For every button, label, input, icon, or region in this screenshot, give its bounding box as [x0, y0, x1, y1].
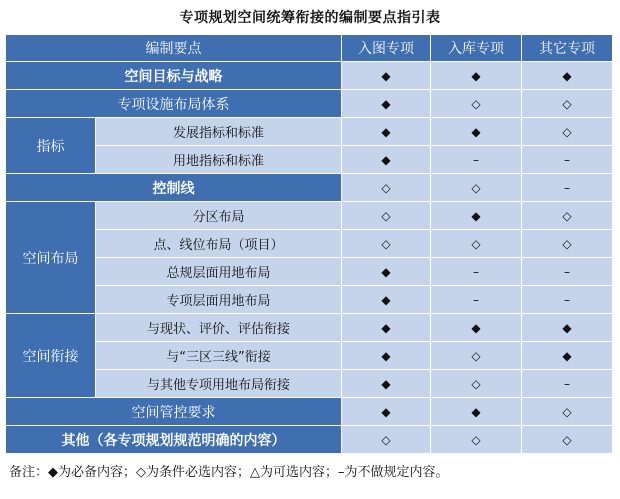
mark-cell: ◇: [342, 174, 431, 202]
footnote: 备注：◆为必备内容；◇为条件必选内容；△为可选内容；–为不做规定内容。: [9, 465, 449, 480]
mark-cell: ◇: [431, 370, 522, 398]
mark-cell: ◇: [431, 174, 522, 202]
mark-cell: ◆: [431, 202, 522, 230]
mark-cell: –: [431, 286, 522, 314]
table-row: [6, 202, 613, 230]
mark-cell: ◆: [522, 62, 613, 90]
mark-cell: ◆: [342, 258, 431, 286]
row-label: 其他（各专项规划规范明确的内容）: [6, 426, 342, 454]
mark-cell: ◇: [342, 426, 431, 454]
item-label: 用地指标和标准: [96, 146, 342, 174]
header-row: [6, 35, 613, 62]
mark-cell: ◇: [522, 202, 613, 230]
table-row: [6, 286, 613, 314]
mark-cell: ◆: [342, 62, 431, 90]
group-label: 空间布局: [6, 202, 96, 314]
table-row: [6, 342, 613, 370]
mark-cell: ◆: [342, 118, 431, 146]
mark-cell: ◇: [522, 118, 613, 146]
guideline-table: [5, 34, 613, 454]
mark-cell: –: [522, 146, 613, 174]
mark-cell: ◆: [342, 146, 431, 174]
mark-cell: ◆: [522, 342, 613, 370]
header-cell: 其它专项: [522, 35, 613, 62]
mark-cell: –: [522, 258, 613, 286]
row-label: 空间管控要求: [6, 398, 342, 426]
group-label: 指标: [6, 118, 96, 174]
mark-cell: ◇: [522, 230, 613, 258]
header-cell: 入图专项: [342, 35, 431, 62]
item-label: 与其他专项用地布局衔接: [96, 370, 342, 398]
table-row: [6, 118, 613, 146]
mark-cell: –: [522, 174, 613, 202]
group-label: 空间衔接: [6, 314, 96, 398]
item-label: 分区布局: [96, 202, 342, 230]
item-label: 专项层面用地布局: [96, 286, 342, 314]
mark-cell: ◆: [342, 342, 431, 370]
table-row: [6, 90, 613, 118]
table-row: [6, 426, 613, 454]
table-row: [6, 314, 613, 342]
mark-cell: ◇: [431, 342, 522, 370]
mark-cell: ◇: [522, 398, 613, 426]
mark-cell: –: [431, 146, 522, 174]
table-title: 专项规划空间统筹衔接的编制要点指引表: [179, 10, 441, 26]
table-row: [6, 398, 613, 426]
table-row: [6, 230, 613, 258]
row-label: 专项设施布局体系: [6, 90, 342, 118]
table-row: [6, 370, 613, 398]
mark-cell: ◆: [431, 314, 522, 342]
item-label: 点、线位布局（项目）: [96, 230, 342, 258]
mark-cell: ◇: [342, 230, 431, 258]
mark-cell: ◆: [522, 314, 613, 342]
mark-cell: ◇: [522, 90, 613, 118]
mark-cell: ◇: [431, 426, 522, 454]
mark-cell: ◇: [431, 90, 522, 118]
item-label: 发展指标和标准: [96, 118, 342, 146]
item-label: 与“三区三线”衔接: [96, 342, 342, 370]
item-label: 与现状、评价、评估衔接: [96, 314, 342, 342]
row-label: 空间目标与战略: [6, 62, 342, 90]
mark-cell: –: [522, 286, 613, 314]
table-row: [6, 62, 613, 90]
mark-cell: ◆: [342, 286, 431, 314]
row-label: 控制线: [6, 174, 342, 202]
table-row: [6, 258, 613, 286]
mark-cell: ◇: [522, 426, 613, 454]
mark-cell: ◇: [431, 230, 522, 258]
mark-cell: ◆: [342, 314, 431, 342]
mark-cell: ◆: [431, 62, 522, 90]
header-cell: 入库专项: [431, 35, 522, 62]
mark-cell: ◆: [431, 398, 522, 426]
mark-cell: ◆: [342, 90, 431, 118]
mark-cell: ◇: [342, 202, 431, 230]
table-row: [6, 174, 613, 202]
mark-cell: ◆: [342, 370, 431, 398]
mark-cell: –: [431, 258, 522, 286]
mark-cell: –: [522, 370, 613, 398]
mark-cell: ◆: [342, 398, 431, 426]
item-label: 总规层面用地布局: [96, 258, 342, 286]
table-row: [6, 146, 613, 174]
mark-cell: ◆: [431, 118, 522, 146]
header-cell: 编制要点: [6, 35, 342, 62]
